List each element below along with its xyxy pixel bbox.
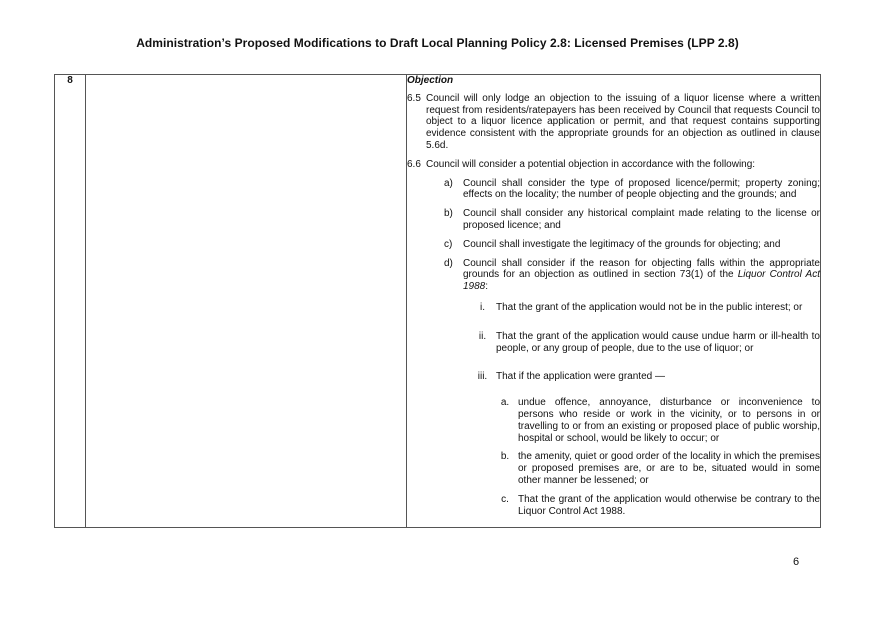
empty-column-cell bbox=[86, 75, 407, 528]
clause-text: Council will consider a potential objection in accordance with the following: bbox=[426, 158, 756, 170]
row-number: 8 bbox=[55, 75, 86, 528]
clause-label: 6.5 bbox=[407, 92, 421, 104]
page-number: 6 bbox=[793, 556, 800, 568]
list-item-a bbox=[444, 178, 820, 202]
roman-label: i. bbox=[480, 301, 485, 313]
alpha-label: a. bbox=[500, 397, 510, 409]
clause-6-5 bbox=[407, 93, 820, 152]
clause-label: 6.6 bbox=[407, 158, 421, 170]
act-name: Liquor Control Act 1988 bbox=[463, 269, 820, 293]
roman-text: That the grant of the application would cause undue harm or ill-health to people, or any group of people, due to the use of liquor; or bbox=[496, 330, 820, 354]
policy-text-cell bbox=[407, 75, 821, 528]
alpha-text: the amenity, quiet or good order of the locality in which the premises or proposed premises are, or are to be, situated would in some other manner be lessened; or bbox=[518, 451, 820, 486]
alpha-item-a bbox=[492, 397, 820, 444]
alpha-text: That the grant of the application would otherwise be contrary to the Liquor Control Act 1988. bbox=[518, 493, 820, 517]
list-text bbox=[463, 258, 820, 293]
list-text: Council shall consider any historical complaint made relating to the license or proposed licence; and bbox=[463, 208, 820, 231]
roman-item-ii bbox=[469, 331, 820, 355]
roman-text: That if the application were granted — bbox=[496, 371, 665, 383]
list-text: Council shall investigate the legitimacy of the grounds for objecting; and bbox=[463, 238, 781, 250]
list-label: d) bbox=[444, 257, 453, 269]
clause-6-6 bbox=[407, 159, 820, 171]
list-text: Council shall consider the type of proposed licence/permit; property zoning; effects on the locality; the number of people objecting and the grounds; and bbox=[463, 177, 820, 201]
list-item-d bbox=[444, 258, 820, 293]
document-title: Administration’s Proposed Modifications to Draft Local Planning Policy 2.8: Licensed Premises (LPP 2.8) bbox=[136, 36, 739, 50]
roman-item-i bbox=[469, 302, 820, 314]
list-item-b bbox=[444, 208, 820, 232]
clause-text: Council will only lodge an objection to the issuing of a liquor license where a written request from residents/ratepayers has been received by Council that requests Council to object to a liquor licence application or permit, and that request contains supporting evidence consistent with the appropriate grounds for an objection as outlined in clause 5.6d. bbox=[426, 92, 820, 151]
list-text-part: : bbox=[485, 281, 489, 293]
alpha-item-c bbox=[492, 494, 820, 518]
alpha-label: c. bbox=[501, 493, 509, 505]
roman-label: ii. bbox=[478, 330, 487, 342]
list-label: c) bbox=[444, 238, 453, 250]
roman-label: iii. bbox=[477, 371, 488, 383]
modifications-table bbox=[54, 74, 821, 528]
alpha-label: b. bbox=[500, 451, 510, 463]
alpha-text: undue offence, annoyance, disturbance or inconvenience to persons who reside or work in the vicinity, or to persons in or travelling to or from an existing or proposed place of public worship, hospital or school, would be likely to occur; or bbox=[518, 397, 820, 444]
list-label: a) bbox=[444, 177, 453, 189]
list-item-c bbox=[444, 239, 820, 251]
list-text-part: Council shall consider if the reason for objecting falls within the appropriate grounds for an objection as outlined in section 73(1) of the bbox=[463, 257, 820, 281]
roman-item-iii bbox=[469, 371, 820, 383]
alpha-item-b bbox=[492, 451, 820, 486]
table-row bbox=[55, 75, 821, 528]
section-heading: Objection bbox=[407, 75, 454, 86]
roman-text: That the grant of the application would not be in the public interest; or bbox=[496, 301, 803, 313]
list-label: b) bbox=[444, 208, 453, 220]
